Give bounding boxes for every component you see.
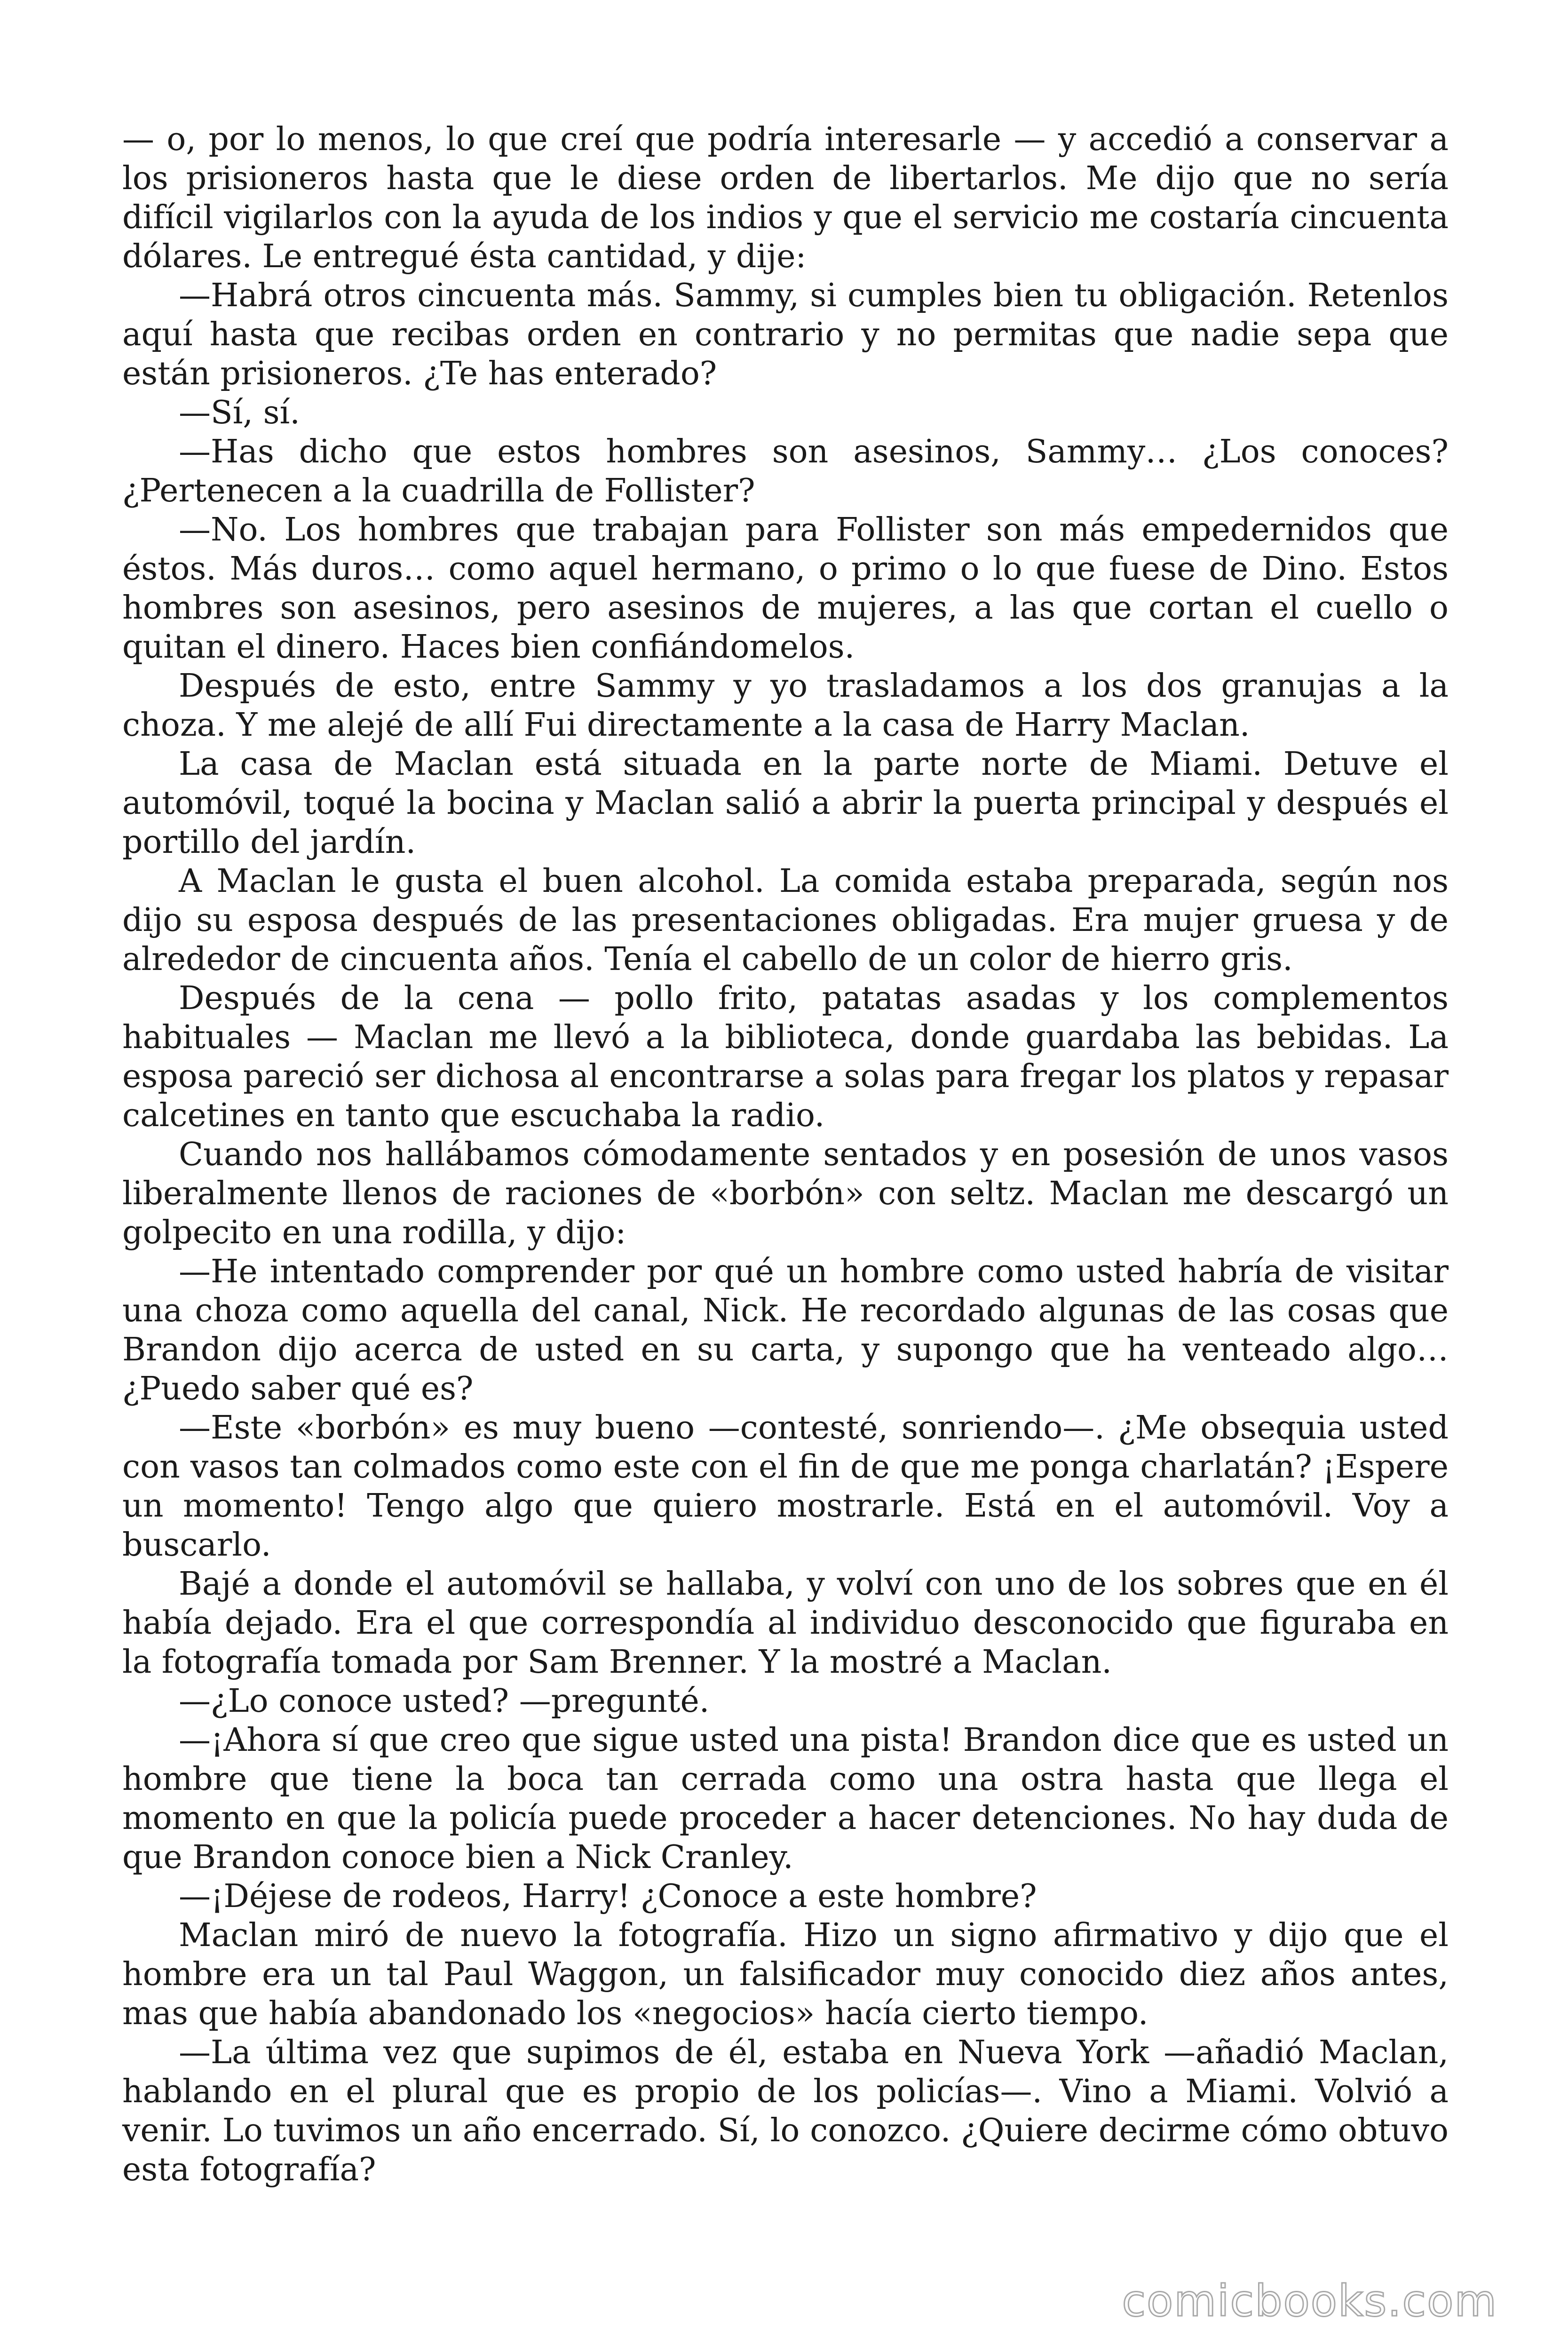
paragraph-4: —Has dicho que estos hombres son asesinos, Sammy… ¿Los conoces? ¿Pertenecen a la cuadrilla de Follister?	[122, 433, 1449, 509]
paragraph-7: La casa de Maclan está situada en la parte norte de Miami. Detuve el automóvil, toqué la bocina y Maclan salió a abrir la puerta principal y después el portillo del jardín.	[122, 746, 1449, 861]
watermark: comicbooks.com	[1122, 2276, 1497, 2326]
paragraph-10: Cuando nos hallábamos cómodamente sentados y en posesión de unos vasos liberalmente llenos de raciones de «borbón» con seltz. Maclan me descargó un golpecito en una rodilla, y dijo:	[122, 1136, 1449, 1251]
paragraph-8: A Maclan le gusta el buen alcohol. La comida estaba preparada, según nos dijo su esposa después de las presentaciones obligadas. Era mujer gruesa y de alrededor de cincuenta años. Tenía el cabello de un color de hierro gris.	[122, 863, 1449, 978]
paragraph-14: —¿Lo conoce usted? —pregunté.	[179, 1683, 710, 1720]
paragraph-13: Bajé a donde el automóvil se hallaba, y volví con uno de los sobres que en él había dejado. Era el que correspondía al individuo desconocido que figuraba en la fotografía tomada por Sam Brenner. Y la mostré a Maclan.	[122, 1565, 1449, 1681]
paragraph-6: Después de esto, entre Sammy y yo trasladamos a los dos granujas a la choza. Y me alejé de allí Fui directamente a la casa de Harry Maclan.	[122, 667, 1449, 744]
paragraph-11: —He intentado comprender por qué un hombre como usted habría de visitar una choza como aquella del canal, Nick. He recordado algunas de las cosas que Brandon dijo acerca de usted en su carta, y supongo que ha venteado algo… ¿Puedo saber qué es?	[122, 1253, 1449, 1407]
page-body	[122, 120, 1449, 2189]
paragraph-12: —Este «borbón» es muy bueno —contesté, sonriendo—. ¿Me obsequia usted con vasos tan colmados como este con el fin de que me ponga charlatán? ¡Espere un momento! Tengo algo que quiero mostrarle. Está en el automóvil. Voy a buscarlo.	[122, 1409, 1449, 1564]
paragraph-1: — o, por lo menos, lo que creí que podría interesarle — y accedió a conservar a los prisioneros hasta que le diese orden de libertarlos. Me dijo que no sería difícil vigilarlos con la ayuda de los indios y que el servicio me costaría cincuenta dólares. Le entregué ésta cantidad, y dije:	[122, 121, 1449, 275]
paragraph-3: —Sí, sí.	[179, 394, 300, 431]
paragraph-16: —¡Déjese de rodeos, Harry! ¿Conoce a este hombre?	[179, 1878, 1037, 1915]
paragraph-15: —¡Ahora sí que creo que sigue usted una pista! Brandon dice que es usted un hombre que tiene la boca tan cerrada como una ostra hasta que llega el momento en que la policía puede proceder a hacer detenciones. No hay duda de que Brandon conoce bien a Nick Cranley.	[122, 1722, 1449, 1876]
paragraph-18: —La última vez que supimos de él, estaba en Nueva York —añadió Maclan, hablando en el plural que es propio de los policías—. Vino a Miami. Volvió a venir. Lo tuvimos un año encerrado. Sí, lo conozco. ¿Quiere decirme cómo obtuvo esta fotografía?	[122, 2034, 1449, 2188]
paragraph-17: Maclan miró de nuevo la fotografía. Hizo un signo afirmativo y dijo que el hombre era un tal Paul Waggon, un falsificador muy conocido diez años antes, mas que había abandonado los «negocios» hacía cierto tiempo.	[122, 1917, 1449, 2032]
paragraph-5: —No. Los hombres que trabajan para Follister son más empedernidos que éstos. Más duros… como aquel hermano, o primo o lo que fuese de Dino. Estos hombres son asesinos, pero asesinos de mujeres, a las que cortan el cuello o quitan el dinero. Haces bien confiándomelos.	[122, 511, 1449, 666]
paragraph-9: Después de la cena — pollo frito, patatas asadas y los complementos habituales — Maclan me llevó a la biblioteca, donde guardaba las bebidas. La esposa pareció ser dichosa al encontrarse a solas para fregar los platos y repasar calcetines en tanto que escuchaba la radio.	[122, 980, 1449, 1134]
paragraph-2: —Habrá otros cincuenta más. Sammy, si cumples bien tu obligación. Retenlos aquí hasta que recibas orden en contrario y no permitas que nadie sepa que están prisioneros. ¿Te has enterado?	[122, 277, 1449, 392]
